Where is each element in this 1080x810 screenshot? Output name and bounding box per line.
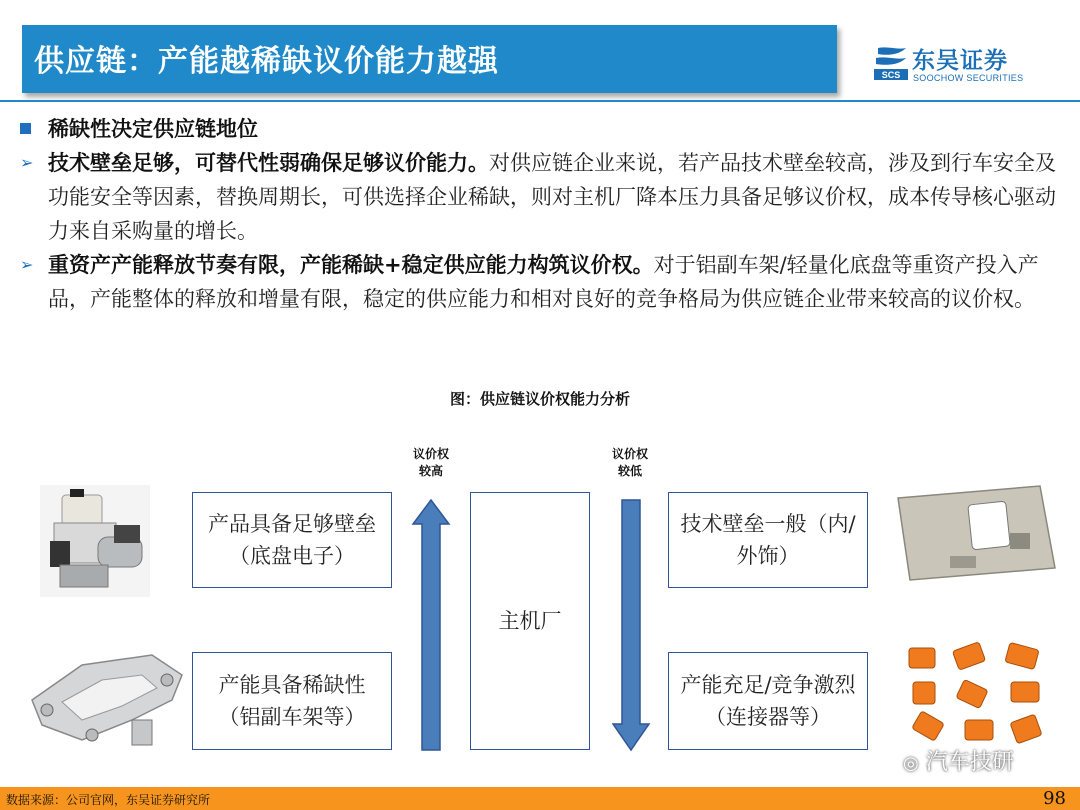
watermark	[903, 745, 1014, 776]
up-arrow-icon	[411, 498, 451, 752]
wechat-icon: ◎	[903, 753, 919, 774]
bullet-list	[20, 112, 1065, 316]
abs-module-image	[40, 485, 150, 597]
page-title: 供应链：产能越稀缺议价能力越强	[34, 44, 499, 79]
oem-box: 主机厂	[470, 492, 590, 750]
bullet-heading: 稀缺性决定供应链地位	[48, 117, 258, 141]
down-arrow-icon	[611, 498, 651, 752]
company-logo	[872, 42, 1042, 90]
arrow-bullet-icon: ➢	[20, 255, 34, 274]
down-arrow-label-line1: 议价权	[611, 447, 648, 461]
connectors-image	[895, 640, 1065, 750]
car-roof-interior-image	[890, 478, 1060, 586]
up-arrow-label-line1: 议价权	[412, 447, 449, 461]
logo-name-cn: 东吴证券	[912, 48, 1008, 74]
scarce-capacity-box: 产能具备稀缺性（铝副车架等）	[192, 652, 392, 750]
arrow-bullet-icon: ➢	[20, 153, 34, 172]
bullet-body-text: 对于铝副车架/轻量化底盘等重资产投入产品，产能整体的释放和增量有限，稳定的供应能力和相对良好的竞争格局为供应链企业带来较高的议价权。	[48, 253, 1039, 311]
page-number: 98	[1043, 788, 1066, 809]
up-arrow-label	[401, 446, 461, 480]
watermark-text: 汽车技研	[925, 750, 1014, 775]
scs-logo-icon	[872, 44, 910, 82]
strong-barrier-box: 产品具备足够壁垒（底盘电子）	[192, 492, 392, 588]
square-bullet-icon	[20, 123, 31, 134]
bullet-body-text: 对供应链企业来说，若产品技术壁垒较高，涉及到行车安全及功能安全等因素，替换周期长，可供选择企业稀缺，则对主机厂降本压力具备足够议价权，成本传导核心驱动力来自采购量的增长。	[48, 151, 1056, 243]
subframe-image	[22, 640, 192, 755]
down-arrow-label	[600, 446, 660, 480]
ample-capacity-box: 产能充足/竞争激烈（连接器等）	[668, 652, 868, 750]
title-bar	[22, 25, 837, 93]
bullet-item	[20, 146, 1065, 248]
up-arrow-label-line2: 较高	[418, 464, 443, 478]
average-barrier-box: 技术壁垒一般（内/外饰）	[668, 492, 868, 588]
figure-title: 图：供应链议价权能力分析	[449, 390, 630, 408]
bullet-item	[20, 248, 1065, 316]
down-arrow-label-line2: 较低	[617, 464, 642, 478]
logo-name-en: SOOCHOW SECURITIES	[913, 73, 1024, 83]
bullet-bold-text: 技术壁垒足够，可替代性弱确保足够议价能力。	[48, 151, 489, 175]
logo-mark-text: SCS	[881, 70, 901, 80]
data-source: 数据来源：公司官网，东吴证券研究所	[6, 793, 211, 807]
bullet-item	[20, 112, 1065, 146]
footer-bar	[0, 787, 1080, 810]
bullet-bold-text: 重资产产能释放节奏有限，产能稀缺+稳定供应能力构筑议价权。	[48, 253, 654, 277]
header-rule	[0, 100, 1080, 102]
